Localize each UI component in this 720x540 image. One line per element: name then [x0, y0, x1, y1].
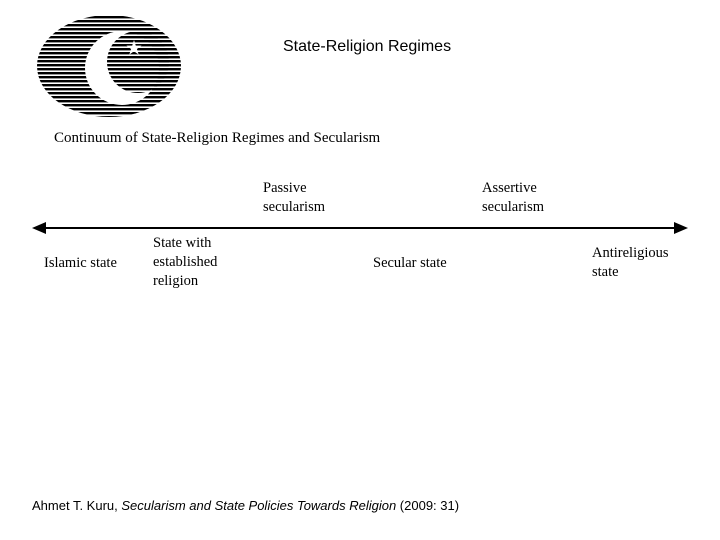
established-label-line: established: [153, 254, 218, 270]
established-religion-label: [153, 234, 217, 291]
islamic-state-label: Islamic state: [44, 255, 117, 271]
diagram-subtitle: Continuum of State-Religion Regimes and Secularism: [54, 130, 381, 146]
continuum-arrow: [32, 218, 688, 238]
passive-label-line: secularism: [263, 199, 326, 215]
passive-secularism-label: [263, 179, 325, 217]
assertive-secularism-label: [482, 179, 544, 217]
citation-work: Secularism and State Policies Towards Religion: [121, 498, 397, 513]
established-label-line: religion: [153, 273, 199, 289]
assertive-label-line: secularism: [482, 199, 545, 215]
citation: [32, 498, 459, 513]
crescent-star-icon: [36, 12, 182, 120]
antireligious-state-label: [592, 244, 669, 282]
antireligious-label-line: Antireligious: [592, 245, 669, 261]
antireligious-label-line: state: [592, 264, 619, 280]
passive-label-line: Passive: [263, 180, 307, 196]
citation-year: (2009: 31): [396, 498, 460, 513]
established-label-line: State with: [153, 235, 212, 251]
page-title: State-Religion Regimes: [283, 38, 452, 55]
assertive-label-line: Assertive: [482, 180, 537, 196]
citation-author: Ahmet T. Kuru,: [32, 498, 122, 513]
secular-state-label: Secular state: [373, 255, 447, 271]
